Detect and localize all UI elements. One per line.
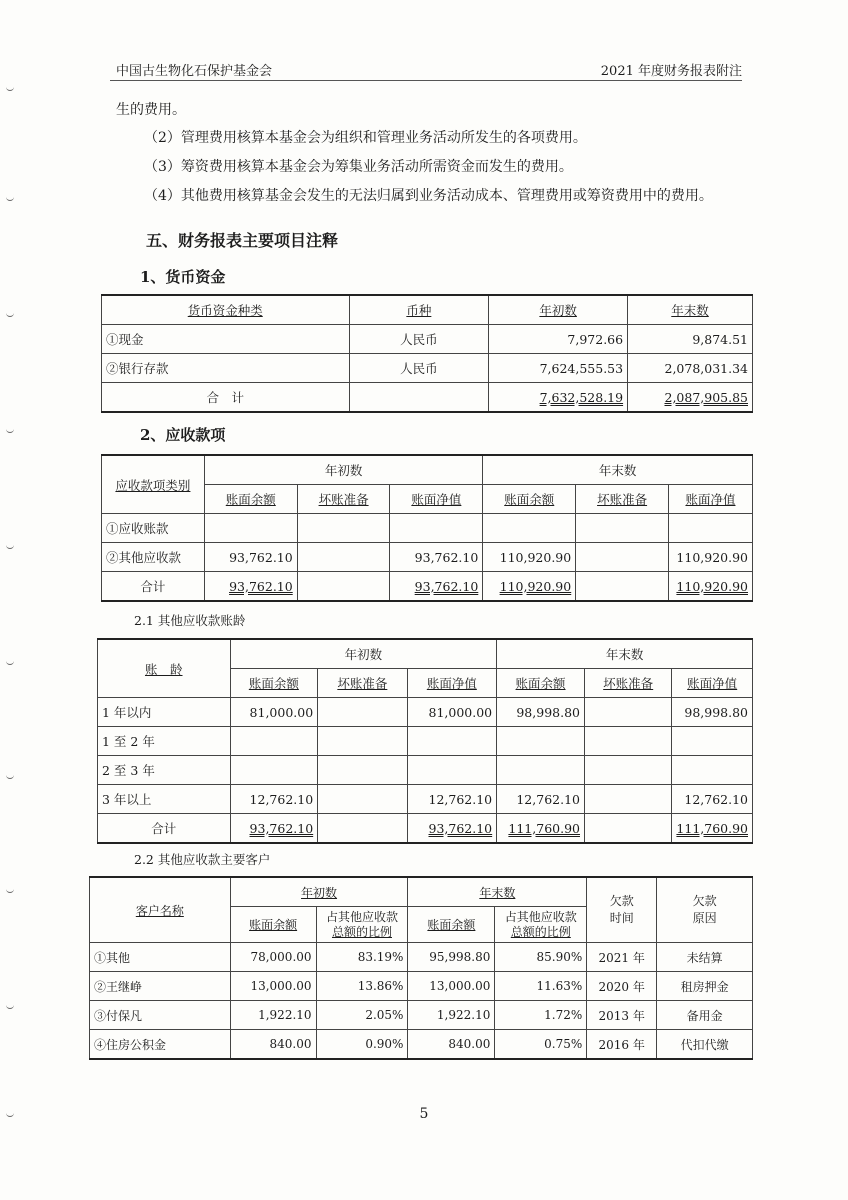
recv-cell	[390, 514, 483, 543]
aging-cell	[584, 727, 671, 756]
aging-sub-header: 坏账准备	[318, 669, 407, 698]
cash-header-end: 年末数	[628, 295, 753, 325]
receivables-table	[101, 454, 753, 602]
table-row	[90, 943, 753, 972]
recv-cell: 93,762.10	[204, 572, 297, 602]
cust-sub-ratio-line2: 总额的比例	[331, 924, 392, 939]
aging-cell	[672, 727, 753, 756]
aging-cell: 93,762.10	[230, 814, 318, 844]
aging-cell	[407, 727, 497, 756]
recv-sub-header: 坏账准备	[297, 485, 390, 514]
cust-header-begin: 年初数	[230, 877, 408, 907]
cust-cell: 1,922.10	[230, 1001, 316, 1030]
cust-header-time-line1: 欠款	[609, 894, 634, 908]
cust-cell: 1.72%	[495, 1001, 587, 1030]
aging-cell	[318, 698, 407, 727]
cash-cell: ②银行存款	[102, 354, 350, 383]
cust-cell: 13,000.00	[408, 972, 495, 1001]
cust-cell: 85.90%	[495, 943, 587, 972]
recv-sub-header: 坏账准备	[576, 485, 669, 514]
s2-title: 2、应收款项	[140, 426, 226, 444]
cust-cell: 1,922.10	[408, 1001, 495, 1030]
recv-cell	[576, 572, 669, 602]
aging-cell	[584, 756, 671, 785]
cust-cell: 13,000.00	[230, 972, 316, 1001]
cust-sub-ratio-line1: 占其他应收款	[325, 909, 398, 924]
binding-mark	[6, 428, 14, 433]
aging-cell	[230, 756, 318, 785]
recv-cell	[297, 514, 390, 543]
cust-cell: 83.19%	[316, 943, 408, 972]
table-row	[98, 785, 753, 814]
aging-cell	[407, 756, 497, 785]
aging-cell	[497, 727, 585, 756]
cust-cell: 95,998.80	[408, 943, 495, 972]
aging-cell: 111,760.90	[672, 814, 753, 844]
header-rule	[110, 80, 742, 81]
table-row	[102, 325, 753, 354]
aging-cell	[584, 814, 671, 844]
cust-cell: 78,000.00	[230, 943, 316, 972]
aging-cell: 98,998.80	[672, 698, 753, 727]
table-row	[102, 572, 753, 602]
recv-total-label: 合计	[102, 572, 205, 602]
recv-cell	[668, 514, 752, 543]
cust-header-name: 客户名称	[90, 877, 231, 943]
aging-table	[97, 638, 753, 844]
aging-header-begin: 年初数	[230, 639, 497, 669]
cust-cell: 未结算	[657, 943, 753, 972]
binding-mark	[6, 888, 14, 893]
aging-cell: 1 至 2 年	[98, 727, 231, 756]
cust-cell: ②王继峥	[90, 972, 231, 1001]
cust-cell: ③付保凡	[90, 1001, 231, 1030]
recv-cell: 110,920.90	[483, 572, 576, 602]
cust-cell: 2020 年	[587, 972, 657, 1001]
cash-header-type: 货币资金种类	[102, 295, 350, 325]
cust-cell: 2.05%	[316, 1001, 408, 1030]
table-row	[90, 1030, 753, 1060]
cust-cell: 租房押金	[657, 972, 753, 1001]
cust-header-time-line2: 时间	[609, 911, 634, 925]
aging-cell: 93,762.10	[407, 814, 497, 844]
aging-total-label: 合计	[98, 814, 231, 844]
binding-mark	[6, 196, 14, 201]
cash-total-begin: 7,632,528.19	[489, 383, 628, 413]
section-heading: 五、财务报表主要项目注释	[146, 231, 339, 250]
binding-mark	[6, 86, 14, 91]
aging-header-age: 账 龄	[98, 639, 231, 698]
header-doc-title: 2021 年度财务报表附注	[600, 64, 742, 79]
cash-cell: ①现金	[102, 325, 350, 354]
cust-cell: ①其他	[90, 943, 231, 972]
cash-cell: 2,078,031.34	[628, 354, 753, 383]
table-row	[102, 514, 753, 543]
cust-cell: 11.63%	[495, 972, 587, 1001]
aging-cell	[584, 785, 671, 814]
s22-title: 2.2 其他应收款主要客户	[134, 852, 271, 867]
table-row	[98, 727, 753, 756]
cust-header-reason	[657, 877, 753, 943]
page-number: 5	[419, 1106, 429, 1122]
cust-cell: 840.00	[408, 1030, 495, 1060]
recv-cell: ①应收账款	[102, 514, 205, 543]
recv-sub-header: 账面余额	[204, 485, 297, 514]
aging-cell: 12,762.10	[497, 785, 585, 814]
aging-cell: 12,762.10	[230, 785, 318, 814]
recv-cell: 110,920.90	[483, 543, 576, 572]
aging-cell: 2 至 3 年	[98, 756, 231, 785]
aging-cell	[497, 756, 585, 785]
aging-cell	[230, 727, 318, 756]
binding-mark	[6, 660, 14, 665]
cust-header-end: 年末数	[408, 877, 587, 907]
cust-cell: 2016 年	[587, 1030, 657, 1060]
cash-cell: 人民币	[349, 354, 489, 383]
recv-cell	[576, 514, 669, 543]
recv-header-type: 应收款项类别	[102, 455, 205, 514]
binding-mark	[6, 774, 14, 779]
table-row	[102, 354, 753, 383]
aging-cell	[318, 756, 407, 785]
aging-cell: 81,000.00	[230, 698, 318, 727]
recv-cell	[297, 543, 390, 572]
cash-table	[101, 294, 753, 413]
cust-cell: 13.86%	[316, 972, 408, 1001]
aging-cell: 12,762.10	[672, 785, 753, 814]
binding-mark	[6, 312, 14, 317]
recv-cell	[204, 514, 297, 543]
cust-header-reason-line1: 欠款	[692, 894, 717, 908]
table-row	[90, 1001, 753, 1030]
recv-cell: 93,762.10	[390, 543, 483, 572]
cash-cell: 9,874.51	[628, 325, 753, 354]
aging-cell	[584, 698, 671, 727]
recv-cell	[576, 543, 669, 572]
aging-cell	[318, 814, 407, 844]
recv-sub-header: 账面余额	[483, 485, 576, 514]
cust-sub-ratio-line1: 占其他应收款	[504, 909, 577, 924]
para-line-4: （4）其他费用核算基金会发生的无法归属到业务活动成本、管理费用或筹资费用中的费用。	[144, 188, 713, 204]
aging-cell: 3 年以上	[98, 785, 231, 814]
cash-cell: 7,624,555.53	[489, 354, 628, 383]
cash-header-begin: 年初数	[489, 295, 628, 325]
table-row	[98, 756, 753, 785]
cash-cell: 人民币	[349, 325, 489, 354]
recv-cell	[483, 514, 576, 543]
cust-cell: ④住房公积金	[90, 1030, 231, 1060]
aging-cell	[318, 727, 407, 756]
recv-header-begin: 年初数	[204, 455, 482, 485]
aging-sub-header: 坏账准备	[584, 669, 671, 698]
aging-sub-header: 账面余额	[230, 669, 318, 698]
table-row	[98, 698, 753, 727]
aging-sub-header: 账面净值	[672, 669, 753, 698]
cust-cell: 0.75%	[495, 1030, 587, 1060]
cust-cell: 0.90%	[316, 1030, 408, 1060]
aging-cell: 81,000.00	[407, 698, 497, 727]
recv-cell	[297, 572, 390, 602]
table-row	[102, 383, 753, 413]
cust-sub-ratio-line2: 总额的比例	[510, 924, 571, 939]
recv-cell: 93,762.10	[204, 543, 297, 572]
recv-sub-header: 账面净值	[668, 485, 752, 514]
cust-header-time	[587, 877, 657, 943]
header-org: 中国古生物化石保护基金会	[116, 64, 273, 79]
cust-sub-amount: 账面余额	[408, 907, 495, 943]
cash-header-currency: 币种	[349, 295, 489, 325]
recv-cell: 93,762.10	[390, 572, 483, 602]
cust-cell: 2021 年	[587, 943, 657, 972]
cash-total-label: 合 计	[102, 383, 350, 413]
para-line-3: （3）筹资费用核算本基金会为筹集业务活动所需资金而发生的费用。	[144, 159, 573, 175]
aging-cell: 12,762.10	[407, 785, 497, 814]
cust-cell: 840.00	[230, 1030, 316, 1060]
aging-sub-header: 账面净值	[407, 669, 497, 698]
aging-header-end: 年末数	[497, 639, 753, 669]
aging-cell: 98,998.80	[497, 698, 585, 727]
aging-cell	[672, 756, 753, 785]
cust-sub-ratio	[316, 907, 408, 943]
table-row	[98, 814, 753, 844]
cash-cell: 7,972.66	[489, 325, 628, 354]
aging-cell: 1 年以内	[98, 698, 231, 727]
cust-sub-amount: 账面余额	[230, 907, 316, 943]
para-line-2: （2）管理费用核算本基金会为组织和管理业务活动所发生的各项费用。	[144, 130, 587, 146]
cust-sub-ratio	[495, 907, 587, 943]
recv-cell: 110,920.90	[668, 572, 752, 602]
binding-mark	[6, 1004, 14, 1009]
recv-header-end: 年末数	[483, 455, 753, 485]
table-row	[102, 543, 753, 572]
table-row	[90, 972, 753, 1001]
recv-cell: 110,920.90	[668, 543, 752, 572]
recv-cell: ②其他应收款	[102, 543, 205, 572]
cash-cell	[349, 383, 489, 413]
cust-header-reason-line2: 原因	[692, 911, 717, 925]
para-line-1: 生的费用。	[116, 102, 186, 118]
binding-mark	[6, 544, 14, 549]
recv-sub-header: 账面净值	[390, 485, 483, 514]
customers-table	[89, 876, 753, 1060]
aging-cell	[318, 785, 407, 814]
cust-cell: 备用金	[657, 1001, 753, 1030]
s21-title: 2.1 其他应收款账龄	[134, 613, 246, 628]
s1-title: 1、货币资金	[140, 268, 226, 286]
cash-total-end: 2,087,905.85	[628, 383, 753, 413]
aging-sub-header: 账面余额	[497, 669, 585, 698]
aging-cell: 111,760.90	[497, 814, 585, 844]
cust-cell: 2013 年	[587, 1001, 657, 1030]
cust-cell: 代扣代缴	[657, 1030, 753, 1060]
